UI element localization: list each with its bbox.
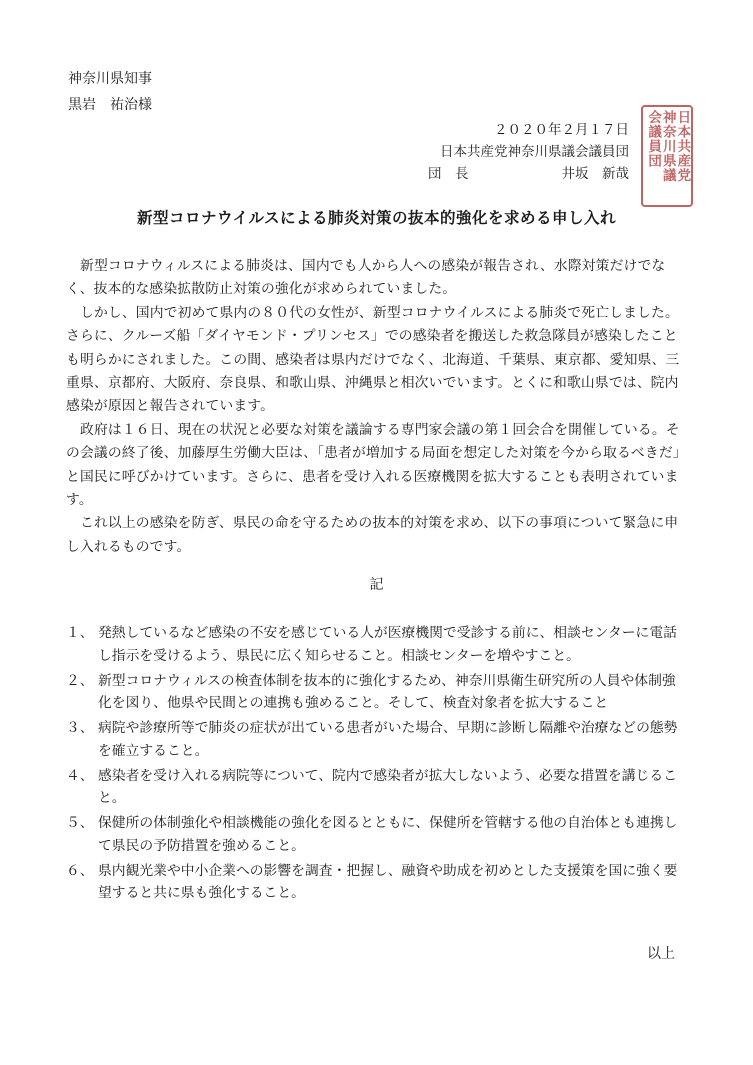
request-item — [66, 812, 686, 857]
item-text: 感染者を受け入れる病院等について、院内で感染者が拡大しないよう、必要な措置を講じること。 — [98, 767, 677, 807]
item-number: ３、 — [66, 720, 94, 737]
closing-mark: 以上 — [647, 946, 675, 962]
item-number: ６、 — [66, 862, 94, 879]
request-item — [66, 717, 686, 762]
item-number: ５、 — [66, 815, 94, 832]
sender-organization: 日本共産党神奈川県議会議員団 — [440, 144, 629, 160]
body-paragraph-1: 新型コロナウィルスによる肺炎は、国内でも人から人への感染が報告され、水際対策だけでなく、抜本的な感染拡散防止対策の強化が求められていました。 — [66, 258, 666, 298]
item-number: ２、 — [66, 672, 94, 689]
body-paragraph-2: しかし、国内で初めて県内の８０代の女性が、新型コロナウイルスによる肺炎で死亡しました。さらに、クルーズ船「ダイヤモンド・プリンセス」での感染者を搬送した救急隊員が感染したことも明らかにされました。この間、感染者は県内だけでなく、北海道、千葉県、東京都、愛知県、三重県、京都府、大阪府、奈良県、和歌山県、沖縄県と相次いでいます。とくに和歌山県では、院内感染が原因と報告されています。 — [66, 304, 680, 415]
item-text: 発熱しているなど感染の不安を感じている人が医療機関で受診する前に、相談センターに電話し指示を受けるよう、県民に広く知らせること。相談センターを増やすこと。 — [98, 625, 677, 664]
item-text: 保健所の体制強化や相談機能の強化を図るとともに、保健所を管轄する他の自治体とも連携して県民の予防措置を強めること。 — [98, 815, 678, 854]
document-title: 新型コロナウイルスによる肺炎対策の抜本的強化を求める申し入れ — [136, 209, 617, 227]
request-item — [66, 860, 686, 905]
item-number: １、 — [66, 625, 94, 641]
document-date: ２０２０年２月１７日 — [494, 122, 629, 138]
request-item — [66, 622, 686, 667]
item-text: 病院や診療所等で肺炎の症状が出ている患者がいた場合、早期に診断し隔離や治療などの態勢を確立すること。 — [98, 720, 678, 759]
ki-heading: 記 — [369, 577, 384, 593]
recipient-name: 黒岩 祐治様 — [68, 97, 152, 113]
seal-column-2: 神奈川県議 — [659, 110, 676, 183]
request-item — [66, 765, 686, 810]
seal-column-1: 日本共産党 — [674, 110, 691, 183]
recipient-title: 神奈川県知事 — [68, 71, 152, 87]
seal-column-3: 会議員団 — [645, 110, 662, 168]
organization-seal — [641, 105, 693, 207]
document-body — [66, 255, 686, 559]
sender-name: 井坂 新哉 — [561, 166, 629, 182]
request-item — [66, 670, 686, 715]
body-paragraph-4: これ以上の感染を防ぎ、県民の命を守るための抜本的対策を求め、以下の事項について緊急に申し入れるものです。 — [66, 515, 679, 555]
request-items — [66, 622, 686, 907]
sender-role: 団 長 — [428, 166, 469, 182]
body-paragraph-3: 政府は１６日、現在の状況と必要な対策を議論する専門家会議の第１回会合を開催している。その会議の終了後、加藤厚生労働大臣は、「患者が増加する局面を想定した対策を今から取るべきだ」と国民に呼びかけています。さらに、患者を受け入れる医療機関を拡大することも表明されています。 — [66, 421, 680, 509]
item-number: ４、 — [66, 767, 94, 784]
item-text: 新型コロナウィルスの検査体制を抜本的に強化するため、神奈川県衛生研究所の人員や体制強化を図り、他県や民間との連携も強めること。そして、検査対象者を拡大すること — [98, 672, 676, 712]
item-text: 県内観光業や中小企業への影響を調査・把握し、融資や助成を初めとした支援策を国に強く要望すると共に県も強化すること。 — [98, 862, 678, 902]
